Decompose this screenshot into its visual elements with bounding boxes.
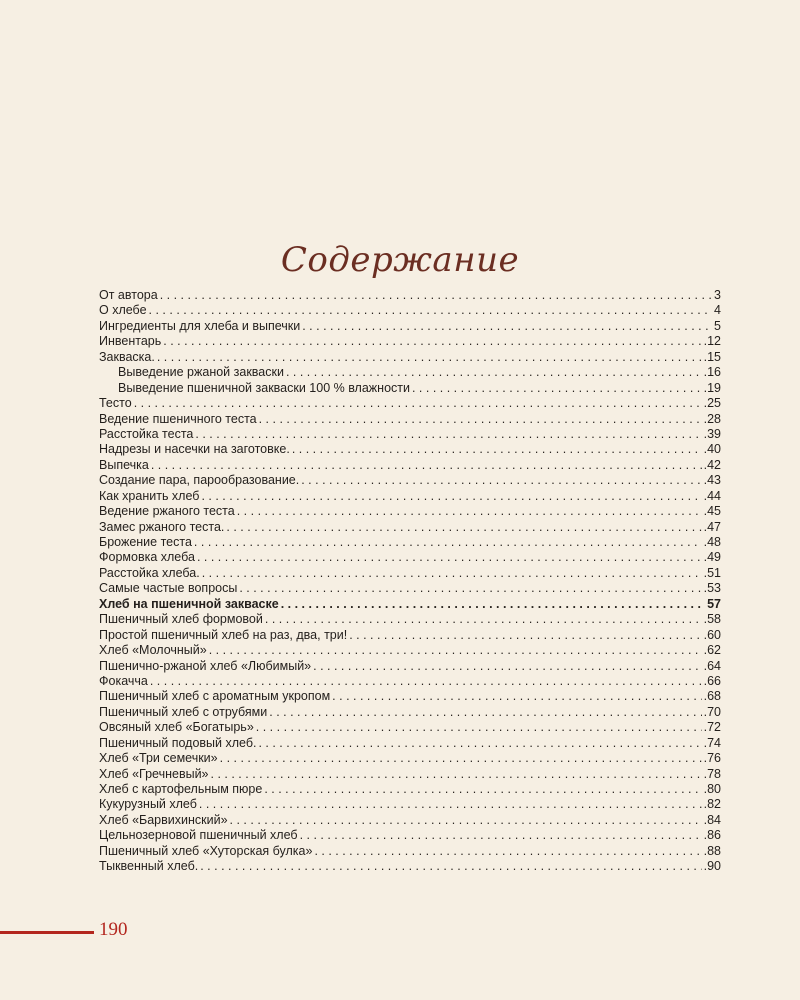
toc-entry-page: .25 [703,396,721,411]
toc-entry-title: Хлеб с картофельным пюре [99,782,263,796]
dot-leader [194,535,702,550]
toc-entry-title: Кукурузный хлеб [99,797,197,812]
dot-leader [265,612,702,627]
footer-rule [0,931,94,934]
toc-entry[interactable] [99,550,721,565]
toc-entry[interactable] [99,489,721,504]
toc-entry-page: .74 [703,735,721,750]
dot-leader [230,813,702,828]
toc-entry-title: Хлеб «Молочный» [99,643,207,658]
toc-entry-title: Создание пара, парообразование. [99,473,300,488]
dot-leader [197,550,702,565]
toc-entry[interactable] [99,859,721,874]
toc-entry[interactable] [99,797,721,812]
toc-entry[interactable] [99,566,721,581]
toc-entry-title: Расстойка хлеба. [99,565,200,580]
toc-entry[interactable] [99,458,721,473]
page-title: Содержание [280,240,520,280]
toc-subentry[interactable] [99,365,721,380]
toc-entry[interactable] [99,442,721,457]
toc-entry-title: Пшенично-ржаной хлеб «Любимый» [99,658,312,673]
dot-leader [412,381,702,396]
toc-entry-page: .48 [703,535,721,549]
toc-entry[interactable] [99,674,721,689]
toc-entry-title: Выпечка [99,457,149,472]
toc-entry[interactable] [99,319,721,334]
toc-entry-title: Надрезы и насечки на заготовке. [99,442,290,457]
dot-leader [269,705,701,720]
page-number: 190 [99,919,128,940]
toc-entry-page: .84 [703,812,721,827]
dot-leader [264,782,701,797]
toc-entry-page: .80 [703,782,721,796]
toc-entry-page: .12 [703,334,721,349]
toc-entry[interactable] [99,751,721,766]
toc-entry-title: Брожение теста [99,535,192,549]
toc-entry[interactable] [99,535,721,550]
dot-leader [258,736,701,751]
toc-entry-title: Хлеб «Гречневый» [99,766,209,781]
dot-leader [313,659,701,674]
toc-entry-page: .78 [703,766,721,781]
dot-leader [157,350,702,365]
dot-leader [134,396,702,411]
toc-entry[interactable] [99,504,721,519]
toc-entry-page: .51 [703,565,721,580]
toc-entry-page: .19 [703,380,721,395]
toc-entry-title: От автора [99,288,158,302]
toc-entry-page: .40 [703,442,721,457]
toc-entry-page: .42 [703,457,721,472]
dot-leader [349,628,701,643]
toc-entry-title: Хлеб на пшеничной закваске [99,596,279,611]
dot-leader [151,458,702,473]
toc-entry[interactable] [99,396,721,411]
toc-entry-title: Пшеничный хлеб с ароматным укропом [99,689,331,704]
toc-entry-title: Ведение пшеничного теста [99,411,257,426]
toc-entry[interactable] [99,597,721,612]
toc-entry-title: Выведение пшеничной закваски 100 % влажности [118,380,410,395]
dot-leader [301,473,701,488]
toc-entry-title: Замес ржаного теста. [99,519,225,534]
toc-entry-title: Фокачча [99,673,148,688]
toc-entry[interactable] [99,473,721,488]
toc-entry-title: О хлебе [99,303,147,318]
toc-entry[interactable] [99,628,721,643]
dot-leader [211,767,702,782]
dot-leader [286,365,702,380]
toc-entry[interactable] [99,813,721,828]
toc-entry-page: .86 [703,828,721,843]
toc-entry-title: Как хранить хлеб [99,488,200,503]
toc-entry-page: .70 [703,704,721,719]
dot-leader [195,427,701,442]
toc-entry[interactable] [99,782,721,797]
dot-leader [202,566,702,581]
dot-leader [292,442,702,457]
toc-entry[interactable] [99,767,721,782]
toc-entry-title: Пшеничный хлеб «Хуторская булка» [99,843,313,858]
toc-entry-title: Инвентарь [99,334,162,349]
dot-leader [314,844,701,859]
toc-entry[interactable] [99,612,721,627]
toc-entry[interactable] [99,334,721,349]
toc-entry-title: Хлеб «Барвихинский» [99,812,228,827]
toc-entry-title: Пшеничный хлеб с отрубями [99,704,268,719]
dot-leader [281,597,705,612]
dot-leader [226,520,701,535]
toc-entry-page: .82 [703,797,721,812]
toc-entry[interactable] [99,643,721,658]
toc-entry-page: .76 [703,751,721,766]
toc-entry[interactable] [99,828,721,843]
toc-entry[interactable] [99,659,721,674]
toc-entry-page: .68 [703,689,721,704]
toc-entry-title: Выведение ржаной закваски [118,365,284,380]
toc-entry-page: .16 [703,365,721,380]
toc-entry[interactable] [99,520,721,535]
dot-leader [302,319,712,334]
toc-entry-title: Самые частые вопросы [99,581,238,596]
dot-leader [237,504,702,519]
toc-entry-page: .44 [703,488,721,503]
toc-entry-page: .66 [703,673,721,688]
toc-entry-title: Ингредиенты для хлеба и выпечки [99,318,301,333]
toc-entry-page: 5 [714,318,721,333]
dot-leader [149,303,713,318]
dot-leader [209,643,702,658]
toc-entry-page: .90 [703,859,721,874]
toc-entry[interactable] [99,412,721,427]
toc-entry-page: 57 [707,596,721,611]
toc-entry-page: .60 [703,627,721,642]
toc-entry-page: 4 [714,303,721,318]
toc-entry[interactable] [99,705,721,720]
toc-entry-page: .62 [703,643,721,658]
toc-entry-title: Тесто [99,396,132,411]
toc-subentry[interactable] [99,381,721,396]
dot-leader [332,689,701,704]
toc-entry-title: Овсяный хлеб «Богатырь» [99,720,254,735]
toc-entry-page: .15 [703,349,721,364]
toc-entry[interactable] [99,844,721,859]
toc-entry-title: Пшеничный хлеб формовой [99,612,263,627]
toc-entry-page: .45 [703,504,721,519]
dot-leader [199,797,702,812]
dot-leader [259,412,702,427]
toc-entry-page: .28 [703,411,721,426]
toc-entry-title: Ведение ржаного теста [99,504,235,519]
toc-entry-title: Тыквенный хлеб. [99,859,199,874]
toc-entry-page: .47 [703,519,721,534]
toc-entry-title: Хлеб «Три семечки» [99,751,218,766]
toc-entry-page: .58 [703,612,721,627]
dot-leader [200,859,701,874]
toc-entry-page: .72 [703,720,721,735]
toc-entry[interactable] [99,720,721,735]
toc-entry[interactable] [99,689,721,704]
dot-leader [201,489,701,504]
toc-entry-title: Цельнозерновой пшеничный хлеб [99,828,298,843]
toc-entry-page: .43 [703,473,721,488]
dot-leader [239,581,701,596]
toc-entry[interactable] [99,581,721,596]
dot-leader [160,288,712,303]
toc-entry[interactable] [99,427,721,442]
toc-entry-page: .88 [703,843,721,858]
toc-entry[interactable] [99,736,721,751]
toc-entry-title: Простой пшеничный хлеб на раз, два, три! [99,627,348,642]
toc-entry-page: .53 [703,581,721,596]
toc-entry-title: Формовка хлеба [99,550,195,565]
toc-entry[interactable] [99,350,721,365]
toc-entry-page: .49 [703,550,721,565]
dot-leader [150,674,702,689]
toc-entry-title: Расстойка теста [99,426,194,441]
dot-leader [300,828,702,843]
toc-entry-title: Закваска. [99,349,155,364]
toc-entry-page: 3 [714,288,721,302]
toc-entry-title: Пшеничный подовый хлеб. [99,735,257,750]
toc-entry-page: .39 [703,426,721,441]
toc-entry[interactable] [99,288,721,303]
toc-entry[interactable] [99,303,721,318]
dot-leader [163,334,701,349]
toc-entry-page: .64 [703,658,721,673]
dot-leader [220,751,702,766]
table-of-contents [99,288,721,875]
dot-leader [256,720,702,735]
